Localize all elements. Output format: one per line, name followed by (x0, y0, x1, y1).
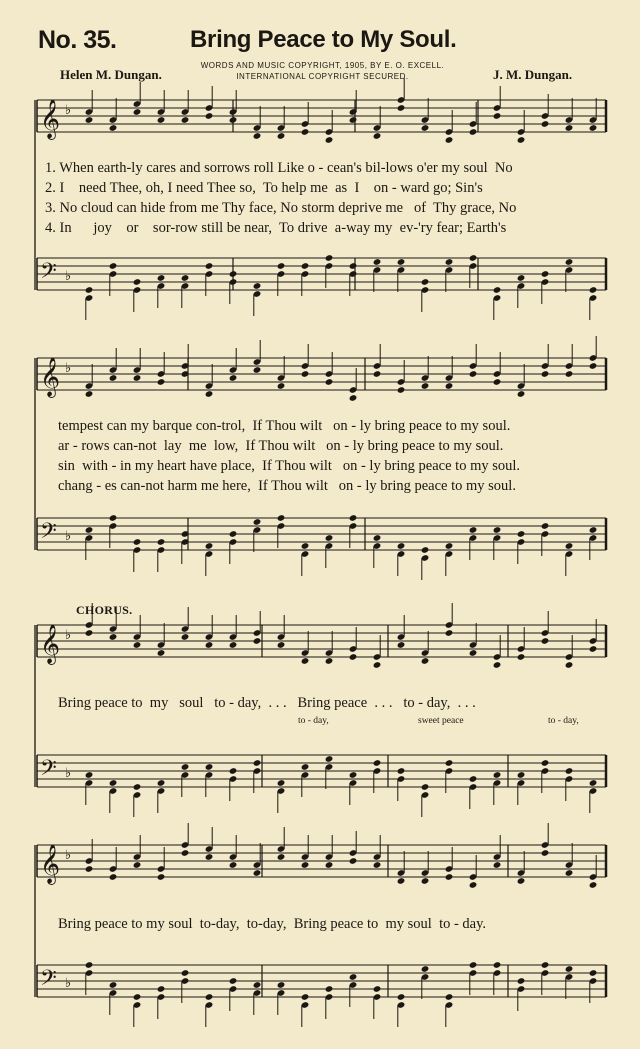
copyright-line-2: INTERNATIONAL COPYRIGHT SECURED. (236, 72, 409, 81)
note-head (565, 124, 574, 132)
note-head (349, 857, 358, 865)
note-head (109, 633, 118, 641)
note-head (301, 763, 310, 771)
verse-4-line-1: 4. In joy or sor-row still be near, To drive a-way my ev-'ry fear; Earth's (45, 220, 507, 236)
note-head (373, 759, 382, 767)
note-head (181, 969, 190, 977)
note-head (469, 254, 478, 262)
note-head (205, 542, 214, 550)
note-head (397, 641, 406, 649)
hymn-title: Bring Peace to My Soul. (190, 26, 457, 53)
note-head (565, 869, 574, 877)
treble-clef: 𝄞 (40, 99, 61, 139)
note-head (493, 771, 502, 779)
note-head (445, 542, 454, 550)
note-head (541, 759, 550, 767)
note-head (181, 849, 190, 857)
note-head (277, 382, 286, 390)
note-head (349, 771, 358, 779)
note-head (157, 649, 166, 657)
note-head (229, 530, 238, 538)
note-head (469, 649, 478, 657)
key-flat: ♭ (65, 103, 72, 118)
treble-clef: 𝄞 (40, 624, 61, 664)
note-head (541, 637, 550, 645)
note-head (109, 981, 118, 989)
note-head (229, 977, 238, 985)
note-head (397, 386, 406, 394)
note-head (181, 763, 190, 771)
note-head (253, 869, 262, 877)
note-head (157, 873, 166, 881)
note-head (421, 546, 430, 554)
note-head (565, 965, 574, 973)
note-head (277, 132, 286, 140)
lyricist-credit: Helen M. Dungan. (60, 67, 162, 82)
verse-1-line-2: tempest can my barque con-trol, If Thou wilt on - ly bring peace to my soul. (58, 418, 511, 434)
note-head (541, 961, 550, 969)
note-head (589, 124, 598, 132)
note-head (109, 779, 118, 787)
note-head (301, 542, 310, 550)
note-head (517, 977, 526, 985)
note-head (325, 378, 334, 386)
key-flat: ♭ (65, 848, 72, 863)
note-head (445, 136, 454, 144)
note-head (469, 526, 478, 534)
note-head (133, 278, 142, 286)
note-head (589, 969, 598, 977)
note-head (541, 120, 550, 128)
note-head (421, 124, 430, 132)
note-head (445, 873, 454, 881)
note-head (421, 877, 430, 885)
note-head (541, 370, 550, 378)
verse-2-line-1: 2. I need Thee, oh, I need Thee so, To help me as I on - ward go; Sin's (45, 180, 483, 196)
bass-clef: 𝄢 (40, 966, 57, 996)
note-head (565, 258, 574, 266)
note-head (445, 759, 454, 767)
note-head (589, 526, 598, 534)
note-head (325, 136, 334, 144)
note-head (301, 370, 310, 378)
note-head (397, 542, 406, 550)
note-head (373, 661, 382, 669)
note-head (565, 370, 574, 378)
note-head (85, 390, 94, 398)
note-head (229, 116, 238, 124)
note-head (421, 965, 430, 973)
note-head (517, 530, 526, 538)
treble-clef: 𝄞 (40, 844, 61, 884)
note-head (205, 390, 214, 398)
note-head (253, 518, 262, 526)
note-head (397, 104, 406, 112)
note-head (157, 538, 166, 546)
note-head (205, 262, 214, 270)
verse-4-line-2: chang - es can-not harm me here, If Thou wilt on - ly bring peace to my soul. (58, 478, 516, 494)
note-head (445, 629, 454, 637)
note-head (373, 258, 382, 266)
bass-clef: 𝄢 (40, 756, 57, 786)
note-head (253, 637, 262, 645)
note-head (373, 861, 382, 869)
note-head (493, 112, 502, 120)
note-head (229, 861, 238, 869)
key-flat: ♭ (65, 976, 72, 991)
note-head (493, 661, 502, 669)
note-head (469, 961, 478, 969)
note-head (469, 881, 478, 889)
note-head (445, 382, 454, 390)
note-head (277, 779, 286, 787)
copyright-line-1: WORDS AND MUSIC COPYRIGHT, 1905, BY E. O. EXCELL. (200, 61, 445, 70)
note-head (277, 641, 286, 649)
note-head (589, 779, 598, 787)
verse-2-line-2: ar - rows can-not lay me low, If Thou wilt on - ly bring peace to my soul. (58, 438, 504, 454)
verse-1-line-1: 1. When earth-ly cares and sorrows roll Like o - cean's bil-lows o'er my soul No (45, 160, 513, 176)
note-head (205, 641, 214, 649)
note-head (157, 274, 166, 282)
note-head (589, 645, 598, 653)
note-head (229, 767, 238, 775)
composer-credit: J. M. Dungan. (493, 67, 573, 82)
note-head (493, 526, 502, 534)
note-head (157, 985, 166, 993)
note-head (253, 981, 262, 989)
note-head (85, 865, 94, 873)
note-head (349, 653, 358, 661)
note-head (397, 877, 406, 885)
note-head (205, 993, 214, 1001)
note-head (421, 382, 430, 390)
note-head (373, 370, 382, 378)
note-head (253, 759, 262, 767)
note-head (397, 993, 406, 1001)
note-head (157, 116, 166, 124)
note-head (301, 262, 310, 270)
note-head (589, 286, 598, 294)
note-head (565, 542, 574, 550)
note-head (349, 262, 358, 270)
note-head (133, 783, 142, 791)
note-head (133, 641, 142, 649)
note-head (253, 366, 262, 374)
note-head (277, 262, 286, 270)
note-head (229, 641, 238, 649)
note-head (181, 116, 190, 124)
chorus-line-1-sub-b: sweet peace (418, 716, 464, 726)
note-head (517, 771, 526, 779)
note-head (85, 771, 94, 779)
note-head (229, 270, 238, 278)
note-head (421, 278, 430, 286)
note-head (301, 128, 310, 136)
note-head (133, 538, 142, 546)
note-head (541, 522, 550, 530)
note-head (517, 390, 526, 398)
note-head (421, 657, 430, 665)
key-flat: ♭ (65, 361, 72, 376)
key-flat: ♭ (65, 269, 72, 284)
note-head (301, 993, 310, 1001)
note-head (85, 629, 94, 637)
note-head (85, 116, 94, 124)
note-head (589, 362, 598, 370)
hymn-number: No. 35. (38, 26, 117, 54)
note-head (541, 849, 550, 857)
note-head (253, 282, 262, 290)
note-head (397, 767, 406, 775)
note-head (517, 274, 526, 282)
key-flat: ♭ (65, 628, 72, 643)
note-head (277, 981, 286, 989)
note-head (517, 877, 526, 885)
note-head (133, 993, 142, 1001)
note-head (301, 861, 310, 869)
note-head (277, 853, 286, 861)
note-head (373, 132, 382, 140)
note-head (469, 775, 478, 783)
note-head (541, 270, 550, 278)
note-head (109, 873, 118, 881)
note-head (325, 755, 334, 763)
note-head (181, 274, 190, 282)
note-head (589, 881, 598, 889)
note-head (325, 985, 334, 993)
note-head (109, 374, 118, 382)
note-head (517, 653, 526, 661)
bass-clef: 𝄢 (40, 259, 57, 289)
note-head (229, 374, 238, 382)
note-head (109, 262, 118, 270)
note-head (109, 514, 118, 522)
chorus-line-2: Bring peace to my soul to-day, to-day, Bring peace to my soul to - day. (58, 916, 487, 932)
note-head (493, 961, 502, 969)
note-head (373, 534, 382, 542)
note-head (325, 534, 334, 542)
note-head (133, 374, 142, 382)
note-head (109, 124, 118, 132)
note-head (133, 861, 142, 869)
note-head (469, 370, 478, 378)
note-head (325, 254, 334, 262)
note-head (349, 514, 358, 522)
note-head (181, 633, 190, 641)
verse-3-line-1: 3. No cloud can hide from me Thy face, No storm deprive me of Thy grace, No (45, 200, 517, 216)
note-head (349, 116, 358, 124)
note-head (205, 112, 214, 120)
key-flat: ♭ (65, 529, 72, 544)
note-head (133, 108, 142, 116)
note-head (517, 136, 526, 144)
chorus-line-1-sub-a: to - day, (298, 716, 329, 726)
note-head (349, 394, 358, 402)
chorus-line-1-sub-c: to - day, (548, 716, 579, 726)
note-head (349, 973, 358, 981)
note-head (565, 661, 574, 669)
note-head (85, 286, 94, 294)
note-head (325, 861, 334, 869)
note-head (325, 657, 334, 665)
note-head (397, 258, 406, 266)
treble-clef: 𝄞 (40, 357, 61, 397)
chorus-label: CHORUS. (76, 603, 133, 617)
chorus-line-1: Bring peace to my soul to - day, . . . Bring peace . . . to - day, . . . (58, 695, 476, 711)
note-head (301, 657, 310, 665)
note-head (157, 378, 166, 386)
verse-3-line-2: sin with - in my heart have place, If Thou wilt on - ly bring peace to my soul. (58, 458, 521, 474)
key-flat: ♭ (65, 766, 72, 781)
note-head (445, 993, 454, 1001)
note-head (445, 258, 454, 266)
note-head (253, 132, 262, 140)
note-head (421, 783, 430, 791)
note-head (493, 378, 502, 386)
note-head (565, 767, 574, 775)
note-head (373, 985, 382, 993)
note-head (157, 779, 166, 787)
note-head (205, 763, 214, 771)
note-head (493, 286, 502, 294)
note-head (469, 128, 478, 136)
note-head (85, 526, 94, 534)
note-head (493, 861, 502, 869)
note-head (277, 514, 286, 522)
note-head (205, 853, 214, 861)
note-head (85, 961, 94, 969)
bass-clef: 𝄢 (40, 519, 57, 549)
